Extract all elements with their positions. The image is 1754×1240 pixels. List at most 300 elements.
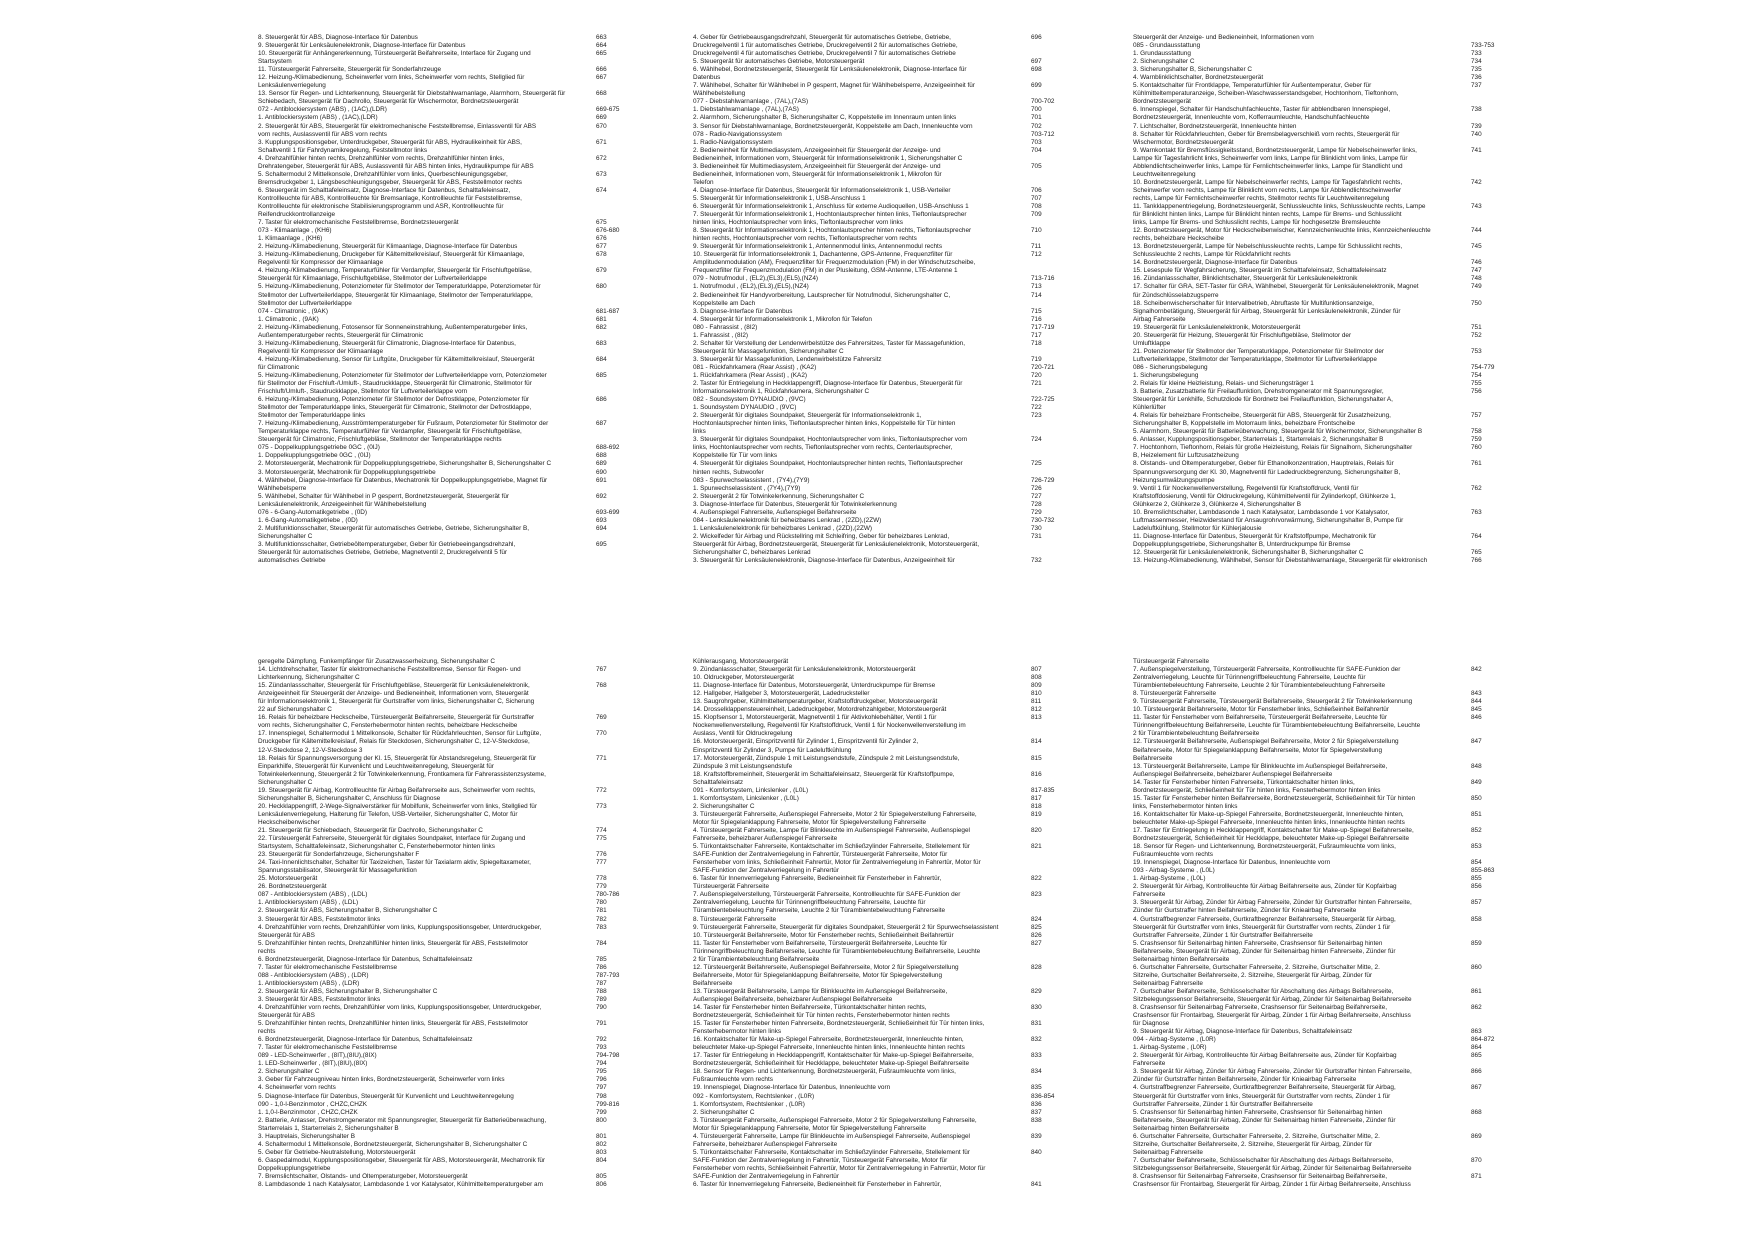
index-entry <box>693 227 1055 235</box>
page-number: 723 <box>1031 412 1042 420</box>
entry-text: 6. Taster für Innenverriegelung Fahrerseite, Bedieneinheit für Fensterheber in Fahrertür, <box>693 875 942 883</box>
entry-text: Zentralverriegelung, Leuchte für Türinnengriffbeleuchtung Fahrerseite, Leuchte für <box>693 899 926 907</box>
index-entry <box>1133 420 1495 428</box>
entry-text: Außenspiegel Beifahrerseite, beheizbarer Außenspiegel Beifahrerseite <box>1133 770 1333 778</box>
entry-text: 25. Motorsteuergerät <box>258 875 318 883</box>
entry-text: 7. Lichtschalter, Bordnetzsteuergerät, Innenleuchte hinten <box>1133 122 1297 130</box>
entry-text: Motor für Spiegelanklappung Fahrerseite, Motor für Spiegelverstellung Fahrerseite <box>693 818 927 826</box>
index-entry <box>693 779 1055 787</box>
page-number: 687 <box>596 420 607 428</box>
index-entry <box>258 340 620 348</box>
page-number: 836 <box>1031 1100 1042 1108</box>
entry-text: 1. Grundausstattung <box>1133 50 1191 58</box>
entry-text: 5. Wählhebel, Schalter für Wählhebel in P gesperrt, Bordnetzsteuergerät, Steuergerät für <box>258 492 510 500</box>
entry-text: 9. Ventil 1 für Nockenwellenverstellung, Regelventil für Kraftstoffdruck, Ventil für <box>1133 484 1359 492</box>
entry-text: Lenksäulenelektronik, Anzeigeeinheit für Wählhebelstellung <box>258 500 427 508</box>
index-entry <box>258 380 620 388</box>
index-entry <box>693 730 1055 738</box>
entry-text: 18. Relais für Spannungsversorgung der Kl. 15, Steuergerät für Abstandsregelung, Steuergerät für <box>258 754 537 762</box>
index-entry <box>258 452 620 460</box>
index-entry <box>693 811 1055 819</box>
index-entry <box>693 658 1055 666</box>
page-number: 733-753 <box>1471 42 1495 50</box>
index-entry <box>1133 460 1495 468</box>
entry-text: 16. Zündanlassschalter, Blinklichtschalter, Steuergerät für Lenksäulenelektronik <box>1133 275 1358 283</box>
page-number: 781 <box>596 907 607 915</box>
page-number: 868 <box>1471 1108 1482 1116</box>
index-entry <box>693 340 1055 348</box>
index-entry <box>258 722 620 730</box>
index-entry <box>258 275 620 283</box>
entry-text: 12-V-Steckdose 2, 12-V-Steckdose 3 <box>258 746 363 754</box>
index-entry <box>258 114 620 122</box>
page-number: 726 <box>1031 484 1042 492</box>
index-entry <box>1133 340 1495 348</box>
index-entry <box>258 283 620 291</box>
page-number: 807 <box>1031 666 1042 674</box>
page-number: 817 <box>1031 794 1042 802</box>
entry-text: 8. Türsteuergerät Fahrerseite <box>1133 690 1217 698</box>
page-number: 862 <box>1471 1004 1482 1012</box>
index-entry <box>693 1004 1055 1012</box>
index-entry <box>258 1117 620 1125</box>
page-number: 815 <box>1031 754 1042 762</box>
page-number: 676-680 <box>596 227 620 235</box>
page-number: 751 <box>1471 323 1482 331</box>
index-entry <box>693 666 1055 674</box>
index-entry <box>258 364 620 372</box>
index-entry <box>693 436 1055 444</box>
entry-text: für Stellmotor der Frischluft-/Umluft-, Staudruckklappe, Steuergerät für Climatronic, Stellmotor für <box>258 380 532 388</box>
page-number: 733 <box>1471 50 1482 58</box>
index-entry <box>258 74 620 82</box>
index-entry <box>693 698 1055 706</box>
index-entry <box>693 714 1055 722</box>
entry-text: 7. Hochtonhorn, Tieftonhorn, Relais für große Heizleistung, Relais für Signalhorn, Sicherungshalter <box>1133 444 1413 452</box>
index-entry <box>693 66 1055 74</box>
index-entry <box>693 58 1055 66</box>
entry-text: 2 für Türambientebeleuchtung Beifahrerseite <box>693 955 820 963</box>
page-number: 705 <box>1031 162 1042 170</box>
index-entry <box>693 747 1055 755</box>
index-entry <box>258 940 620 948</box>
index-entry <box>1133 235 1495 243</box>
entry-text: 3. Batterie, Zusatzbatterie für Freilauffunktion, Drehstromgenerator mit Spannungsregler, <box>1133 388 1384 396</box>
entry-text: Wählhebelstellung <box>693 90 746 98</box>
index-entry <box>1133 58 1495 66</box>
index-entry <box>693 795 1055 803</box>
page-number: 755 <box>1471 380 1482 388</box>
entry-text: 3. Steuergerät für ABS, Feststellmotor links <box>258 995 381 1003</box>
index-entry <box>1133 1101 1495 1109</box>
entry-text: 7. Heizung-/Klimabedienung, Ausströmtemperaturgeber für Fußraum, Potenziometer für Stellmotor der <box>258 420 549 428</box>
entry-text: beleuchteter Make-up-Spiegel Fahrerseite, Innenleuchte hinten links, Innenleuchte hinten rechts <box>693 1044 965 1052</box>
page-number: 765 <box>1471 549 1482 556</box>
entry-text: 13. Türsteuergerät Beifahrerseite, Lampe für Blinkleuchte im Außenspiegel Beifahrerseite, <box>693 987 948 995</box>
entry-text: Koppelstelle am Dach <box>693 299 756 307</box>
entry-text: Gurtstraffer Fahrerseite, Zünder 1 für Gurtstraffer Beifahrerseite <box>1133 1100 1313 1108</box>
index-entry <box>258 1109 620 1117</box>
index-entry <box>693 1076 1055 1084</box>
index-entry <box>258 436 620 444</box>
entry-text: 3. Geber für Fahrzeugniveau hinten links, Bordnetzsteuergerät, Scheinwerfer vorn links <box>258 1076 505 1084</box>
index-entry <box>258 730 620 738</box>
entry-text: 2. Steuergerät für ABS, Sicherungshalter B, Sicherungshalter C <box>258 907 438 915</box>
page-number: 837 <box>1031 1108 1042 1116</box>
index-entry <box>1133 517 1495 525</box>
entry-text: 087 - Antiblockiersystem (ABS) , (LDL) <box>258 891 368 899</box>
entry-text: 19. Innenspiegel, Diagnose-Interface für Datenbus, Innenleuchte vorn <box>1133 859 1331 867</box>
page-number: 664 <box>596 42 607 50</box>
entry-text: 1. Rückfahrkamera (Rear Assist) , (KA2) <box>693 371 807 379</box>
page-number: 724 <box>1031 436 1042 444</box>
entry-text: 2. Taster für Entriegelung in Heckklappengriff, Diagnose-Interface für Datenbus, Steuergerät für <box>693 380 963 388</box>
entry-text: 2. Sicherungshalter C <box>693 1108 755 1116</box>
page-number: 805 <box>596 1173 607 1180</box>
index-entry <box>1133 747 1495 755</box>
index-entry <box>258 738 620 746</box>
index-entry <box>693 1173 1055 1181</box>
entry-text: 12. Hallgeber, Hallgeber 3, Motorsteuergerät, Ladedrucksteller <box>693 690 870 698</box>
entry-text: 1. Notrufmodul , (EL2),(EL3),(EL5),(NZ4) <box>693 283 809 291</box>
index-entry <box>258 1052 620 1060</box>
entry-text: 2. Multifunktionsschalter, Steuergerät für automatisches Getriebe, Getriebe, Sicherungshalter B, <box>258 524 530 532</box>
page-number: 769 <box>596 714 607 722</box>
entry-text: Einparkhilfe, Steuergerät für Kurvenlicht und Leuchtweitenregelung, Steuergerät für <box>258 762 494 770</box>
entry-text: 9. Steuergerät für Lenksäulenelektronik, Diagnose-Interface für Datenbus <box>258 42 466 50</box>
entry-text: 2. Sicherungshalter C <box>693 802 755 810</box>
page-number: 740 <box>1471 130 1482 138</box>
page-number: 748 <box>1471 275 1482 283</box>
entry-text: Leuchtweitenregelung <box>1133 170 1196 178</box>
index-entry <box>258 747 620 755</box>
entry-text: Bordnetzsteuergerät, Schließeinheit für Tür hinten rechts, Fensterhebermotor hinten rechts <box>693 1012 950 1020</box>
entry-text: 23. Steuergerät für Sonderfahrzeuge, Sicherungshalter F <box>258 851 420 859</box>
entry-text: 8. Steuergerät für Informationselektronik 1, Hochtonlautsprecher hinten rechts, Tieftonlautsprecher <box>693 227 972 235</box>
index-entry <box>1133 493 1495 501</box>
page-number: 735 <box>1471 66 1482 74</box>
page-number: 756 <box>1471 388 1482 396</box>
entry-text: 7. Bremslichtschalter, Ölstands- und Öltemperaturgeber, Motorsteuergerät <box>258 1173 468 1180</box>
entry-text: 086 - Sicherungsbelegung <box>1133 363 1208 371</box>
entry-text: 2. Sicherungshalter C <box>1133 58 1195 66</box>
page-number: 867 <box>1471 1084 1482 1092</box>
entry-text: 4. Diagnose-Interface für Datenbus, Steuergerät für Informationselektronik 1, USB-Verteiler <box>693 186 951 194</box>
page-number: 749 <box>1471 283 1482 291</box>
entry-text: 11. Taster für Fensterheber vorn Beifahrerseite, Türsteuergerät Beifahrerseite, Leuchte für <box>1133 714 1387 722</box>
index-entry <box>693 195 1055 203</box>
page-number: 848 <box>1471 762 1482 770</box>
page-number: 828 <box>1031 963 1042 971</box>
page-number: 800 <box>596 1116 607 1124</box>
index-entry <box>693 420 1055 428</box>
index-entry <box>258 211 620 219</box>
page-number: 780-786 <box>596 891 620 899</box>
entry-text: Zünder für Gurtstraffer hinten Beifahrerseite, Zünder für Knieairbag Fahrerseite <box>1133 1076 1357 1084</box>
index-entry <box>258 1125 620 1133</box>
index-entry <box>693 275 1055 283</box>
page-number: 761 <box>1471 460 1482 468</box>
page-number: 667 <box>596 74 607 82</box>
index-entry <box>258 771 620 779</box>
index-entry <box>1133 283 1495 291</box>
page-number: 852 <box>1471 826 1482 834</box>
page-number: 707 <box>1031 194 1042 202</box>
page-number: 840 <box>1031 1148 1042 1156</box>
index-entry <box>258 787 620 795</box>
entry-text: Außentemperaturgeber rechts, Steuergerät für Climatronic <box>258 331 424 339</box>
index-entry <box>693 787 1055 795</box>
page-number: 864 <box>1471 1044 1482 1052</box>
index-entry <box>258 1141 620 1149</box>
entry-text: 1. Sicherungsbelegung <box>1133 371 1199 379</box>
index-entry <box>1133 477 1495 485</box>
entry-text: 078 - Radio-Navigationssystem <box>693 130 782 138</box>
page-number: 801 <box>596 1132 607 1140</box>
page-number: 689 <box>596 460 607 468</box>
entry-text: 16. Relais für beheizbare Heckscheibe, Türsteuergerät Beifahrerseite, Steuergerät für Gurtstraffer <box>258 714 535 722</box>
index-entry <box>1133 666 1495 674</box>
entry-text: 1. Doppelkupplungsgetriebe 0GC , (0IJ) <box>258 452 371 460</box>
page-number: 834 <box>1031 1068 1042 1076</box>
index-entry <box>1133 501 1495 509</box>
entry-text: 077 - Diebstahlwarnanlage , (7AL),(7AS) <box>693 98 809 106</box>
index-entry <box>1133 259 1495 267</box>
entry-text: 3. Sensor für Diebstahlwarnanlage, Bordnetzsteuergerät, Koppelstelle am Dach, Innenleuchte vorn <box>693 122 973 130</box>
index-entry <box>1133 787 1495 795</box>
entry-text: 4. Steuergerät für Informationselektronik 1, Mikrofon für Telefon <box>693 315 872 323</box>
index-entry <box>258 763 620 771</box>
entry-text: Totwinkelerkennung, Steuergerät 2 für Totwinkelerkennung, Frontkamera für Fahrerassistenzsysteme, <box>258 770 546 778</box>
index-entry <box>693 251 1055 259</box>
page-number: 861 <box>1471 987 1482 995</box>
entry-text: Steuergerät für ABS <box>258 1012 315 1020</box>
page-number: 700 <box>1031 106 1042 114</box>
entry-text: 18. Sensor für Regen- und Lichterkennung, Bordnetzsteuergerät, Fußraumleuchte vorn links, <box>693 1068 956 1076</box>
index-entry <box>258 308 620 316</box>
page-number: 669-675 <box>596 106 620 114</box>
page-number: 750 <box>1471 299 1482 307</box>
page-number: 683 <box>596 339 607 347</box>
index-entry <box>693 557 1055 565</box>
index-entry <box>693 940 1055 948</box>
index-entry <box>258 195 620 203</box>
index-entry <box>258 698 620 706</box>
page-number: 853 <box>1471 843 1482 851</box>
index-entry <box>693 867 1055 875</box>
entry-text: 15. Klopfsensor 1, Motorsteuergerät, Magnetventil 1 für Aktivkohlebehälter, Ventil 1 für <box>693 714 937 722</box>
index-entry <box>693 1020 1055 1028</box>
index-entry <box>1133 90 1495 98</box>
entry-text: 2. Bedieneinheit für Handyvorbereitung, Lautsprecher für Notrufmodul, Sicherungshalter C, <box>693 291 951 299</box>
index-entry <box>693 956 1055 964</box>
index-entry <box>693 356 1055 364</box>
entry-text: 5. Alarmhorn, Steuergerät für Batterieüberwachung, Steuergerät für Wischermotor, Sicherungshalter B <box>1133 428 1423 436</box>
index-entry <box>693 1157 1055 1165</box>
page-number: 788 <box>596 987 607 995</box>
page-number: 670 <box>596 122 607 130</box>
index-entry <box>258 1036 620 1044</box>
entry-text: 4. Heizung-/Klimabedienung, Sensor für Luftgüte, Druckgeber für Kältemittelkreislauf, Steuergerät <box>258 355 535 363</box>
index-entry <box>693 948 1055 956</box>
entry-text: Doppelkupplungsgetriebe <box>258 1164 331 1172</box>
index-entry <box>693 819 1055 827</box>
entry-text: Seitenairbag hinten Beifahrerseite <box>1133 955 1230 963</box>
index-entry <box>1133 690 1495 698</box>
page-number: 814 <box>1031 738 1042 746</box>
index-entry <box>693 690 1055 698</box>
index-entry <box>1133 795 1495 803</box>
index-entry <box>258 203 620 211</box>
page-number: 728 <box>1031 500 1042 508</box>
page-number: 780 <box>596 899 607 907</box>
page-number: 836-854 <box>1031 1092 1055 1100</box>
entry-text: Bordnetzsteuergerät, Innenleuchte vorn, Kofferraumleuchte, Handschuhfachleuchte <box>1133 114 1370 122</box>
index-entry <box>258 147 620 155</box>
index-entry <box>693 682 1055 690</box>
entry-text: Schaltventil 1 für Fahrdynamikregelung, Feststellmotor links <box>258 146 428 154</box>
entry-text: 3. Türsteuergerät Fahrerseite, Außenspiegel Fahrerseite, Motor 2 für Spiegelverstellung Fahrerseite, <box>693 1116 977 1124</box>
entry-text: 4. Schaltermodul 1 Mittelkonsole, Bordnetzsteuergerät, Sicherungshalter B, Sicherungshalter C <box>258 1140 528 1148</box>
index-entry <box>693 187 1055 195</box>
index-entry <box>1133 972 1495 980</box>
index-entry <box>258 372 620 380</box>
index-entry <box>258 525 620 533</box>
page-number: 817-835 <box>1031 786 1055 794</box>
index-entry <box>693 300 1055 308</box>
page-number: 710 <box>1031 227 1042 235</box>
index-entry <box>258 964 620 972</box>
entry-text: Stellmotor der Temperaturklappe links, Steuergerät für Climatronic, Stellmotor der Defrostklappe, <box>258 404 532 412</box>
page-number: 777 <box>596 859 607 867</box>
page-number: 813 <box>1031 714 1042 722</box>
index-entry <box>693 114 1055 122</box>
index-entry <box>1133 267 1495 275</box>
entry-text: Heckscheibenwischer <box>258 818 320 826</box>
entry-text: 2 für Türambientebeleuchtung Beifahrerseite <box>1133 730 1260 738</box>
index-entry <box>693 1036 1055 1044</box>
index-entry <box>1133 658 1495 666</box>
entry-text: Fensterhebermotor hinten links <box>693 1028 782 1036</box>
index-entry <box>258 1060 620 1068</box>
page-number: 708 <box>1031 202 1042 210</box>
index-entry <box>693 460 1055 468</box>
index-entry <box>693 139 1055 147</box>
index-entry <box>693 131 1055 139</box>
entry-text: 4. Scheinwerfer vorn rechts <box>258 1084 336 1092</box>
entry-text: Schalttafeleinsatz <box>693 778 744 786</box>
entry-text: 4. Drehzahlfühler vorn rechts, Drehzahlfühler vorn links, Kupplungspositionsgeber, Unterdruckgeber, <box>258 923 542 931</box>
index-entry <box>1133 557 1495 565</box>
index-entry <box>258 682 620 690</box>
entry-text: 10. Bordnetzsteuergerät, Lampe für Nebelscheinwerfer rechts, Lampe für Tagesfahrlicht rechts, <box>1133 178 1403 186</box>
entry-text: 083 - Spurwechselassistent , (7Y4),(7Y9) <box>693 476 810 484</box>
entry-text: für Zündschlüsselabzugsperre <box>1133 291 1219 299</box>
page-number: 820 <box>1031 826 1042 834</box>
index-entry <box>258 843 620 851</box>
entry-text: 5. Crashsensor für Seitenairbag hinten Fahrerseite, Crashsensor für Seitenairbag hinten <box>1133 1108 1383 1116</box>
index-entry <box>1133 1084 1495 1092</box>
index-entry <box>693 1028 1055 1036</box>
index-entry <box>693 372 1055 380</box>
index-entry <box>258 891 620 899</box>
entry-text: 075 - Doppelkupplungsgetriebe 0GC , (0IJ) <box>258 444 380 452</box>
entry-text: 090 - 1,0-l-Benzinmotor , CHZC,CHZK <box>258 1100 368 1108</box>
page-number: 695 <box>596 540 607 548</box>
page-number: 771 <box>596 754 607 762</box>
page-number: 745 <box>1471 243 1482 251</box>
entry-text: 6. Innenspiegel, Schalter für Handschuhfachleuchte, Taster für abblendbaren Innenspiegel, <box>1133 106 1391 114</box>
entry-text: 093 - Airbag-Systeme , (L0L) <box>1133 867 1215 875</box>
index-entry <box>693 82 1055 90</box>
index-entry <box>693 1101 1055 1109</box>
index-entry <box>1133 179 1495 187</box>
page-number: 754 <box>1471 371 1482 379</box>
entry-text: Kraftstoffdosierung, Ventil für Öldruckregelung, Kühlmittelventil für Zylinderkopf, Glühkerze 1, <box>1133 492 1396 500</box>
index-entry <box>1133 171 1495 179</box>
page-number: 846 <box>1471 714 1482 722</box>
index-entry <box>258 1133 620 1141</box>
entry-text: 17. Taster für Entriegelung in Heckklappengriff, Kontaktschalter für Make-up-Spiegel Beifahrerseite, <box>693 1052 974 1060</box>
entry-text: Doppelkupplungsgetriebe, Sicherungshalter B, Unterdruckpumpe für Bremse <box>1133 540 1351 548</box>
entry-text: 3. Hauptrelais, Sicherungshalter B <box>258 1132 355 1140</box>
index-entry <box>693 477 1055 485</box>
index-entry <box>258 779 620 787</box>
page-number: 796 <box>596 1076 607 1084</box>
index-entry <box>1133 1093 1495 1101</box>
index-entry <box>693 1165 1055 1173</box>
index-entry <box>258 243 620 251</box>
page-number: 753 <box>1471 347 1482 355</box>
page-number: 772 <box>596 786 607 794</box>
index-entry <box>258 899 620 907</box>
entry-text: 10. Steuergerät für Anhängererkennung, Türsteuergerät Beifahrerseite, Interface für Zugang und <box>258 50 531 58</box>
index-entry <box>693 34 1055 42</box>
index-entry <box>1133 940 1495 948</box>
page-number: 783 <box>596 923 607 931</box>
page-number: 732 <box>1031 557 1042 565</box>
entry-text: Türambientebeleuchtung Fahrerseite, Leuchte 2 für Türambientebeleuchtung Fahrerseite <box>1133 682 1386 690</box>
page-number: 822 <box>1031 875 1042 883</box>
entry-text: 1. Climatronic , (9AK) <box>258 315 319 323</box>
index-entry <box>1133 251 1495 259</box>
entry-text: SAFE-Funktion der Zentralverriegelung in Fahrertür <box>693 867 839 875</box>
index-entry <box>693 469 1055 477</box>
page-number: 665 <box>596 50 607 58</box>
index-entry <box>1133 308 1495 316</box>
index-entry <box>258 477 620 485</box>
entry-text: Anzeigeeinheit für Steuergerät der Anzeige- und Bedieneinheit, Informationen vorn, Steuergerät <box>258 690 529 698</box>
entry-text: 11. Türsteuergerät Fahrerseite, Steuergerät für Sonderfahrzeuge <box>258 66 442 74</box>
index-entry <box>693 283 1055 291</box>
entry-text: rechts, Lampe für Fernlichtscheinwerfer rechts, Stellmotor rechts für Leuchtweitenregelung <box>1133 194 1390 202</box>
entry-text: Zentralverriegelung, Leuchte für Türinnengriffbeleuchtung Fahrerseite, Leuchte für <box>1133 674 1366 682</box>
index-entry <box>693 380 1055 388</box>
entry-text: 5. Schaltermodul 2 Mittelkonsole, Drehzahlfühler vorn links, Querbeschleunigungsgeber, <box>258 170 508 178</box>
entry-text: Seitenairbag hinten Beifahrerseite <box>1133 1124 1230 1132</box>
entry-text: Beifahrerseite, Motor für Spiegelanklappung Beifahrerseite, Motor für Spiegelverstellung <box>693 971 943 979</box>
entry-text: 1. Fahrassist , (8I2) <box>693 331 749 339</box>
entry-text: 13. Heizung-/Klimabedienung, Wählhebel, Sensor für Diebstahlwarnanlage, Steuergerät für elektronisch <box>1133 557 1428 565</box>
page-number: 688-692 <box>596 444 620 452</box>
index-entry <box>1133 1133 1495 1141</box>
page-number: 677 <box>596 243 607 251</box>
entry-text: Stellmotor der Temperaturklappe links <box>258 412 366 420</box>
entry-text: 8. Steuergerät für ABS, Diagnose-Interface für Datenbus <box>258 34 418 41</box>
entry-text: Schlussleuchte 2 rechts, Lampe für Rückfahrlicht rechts <box>1133 251 1291 259</box>
entry-text: 7. Taster für elektromechanische Feststellbremse <box>258 1044 398 1052</box>
entry-text: 3. Bedieneinheit für Multimediasystem, Anzeigeeinheit für Steuergerät der Anzeige- und <box>693 162 941 170</box>
